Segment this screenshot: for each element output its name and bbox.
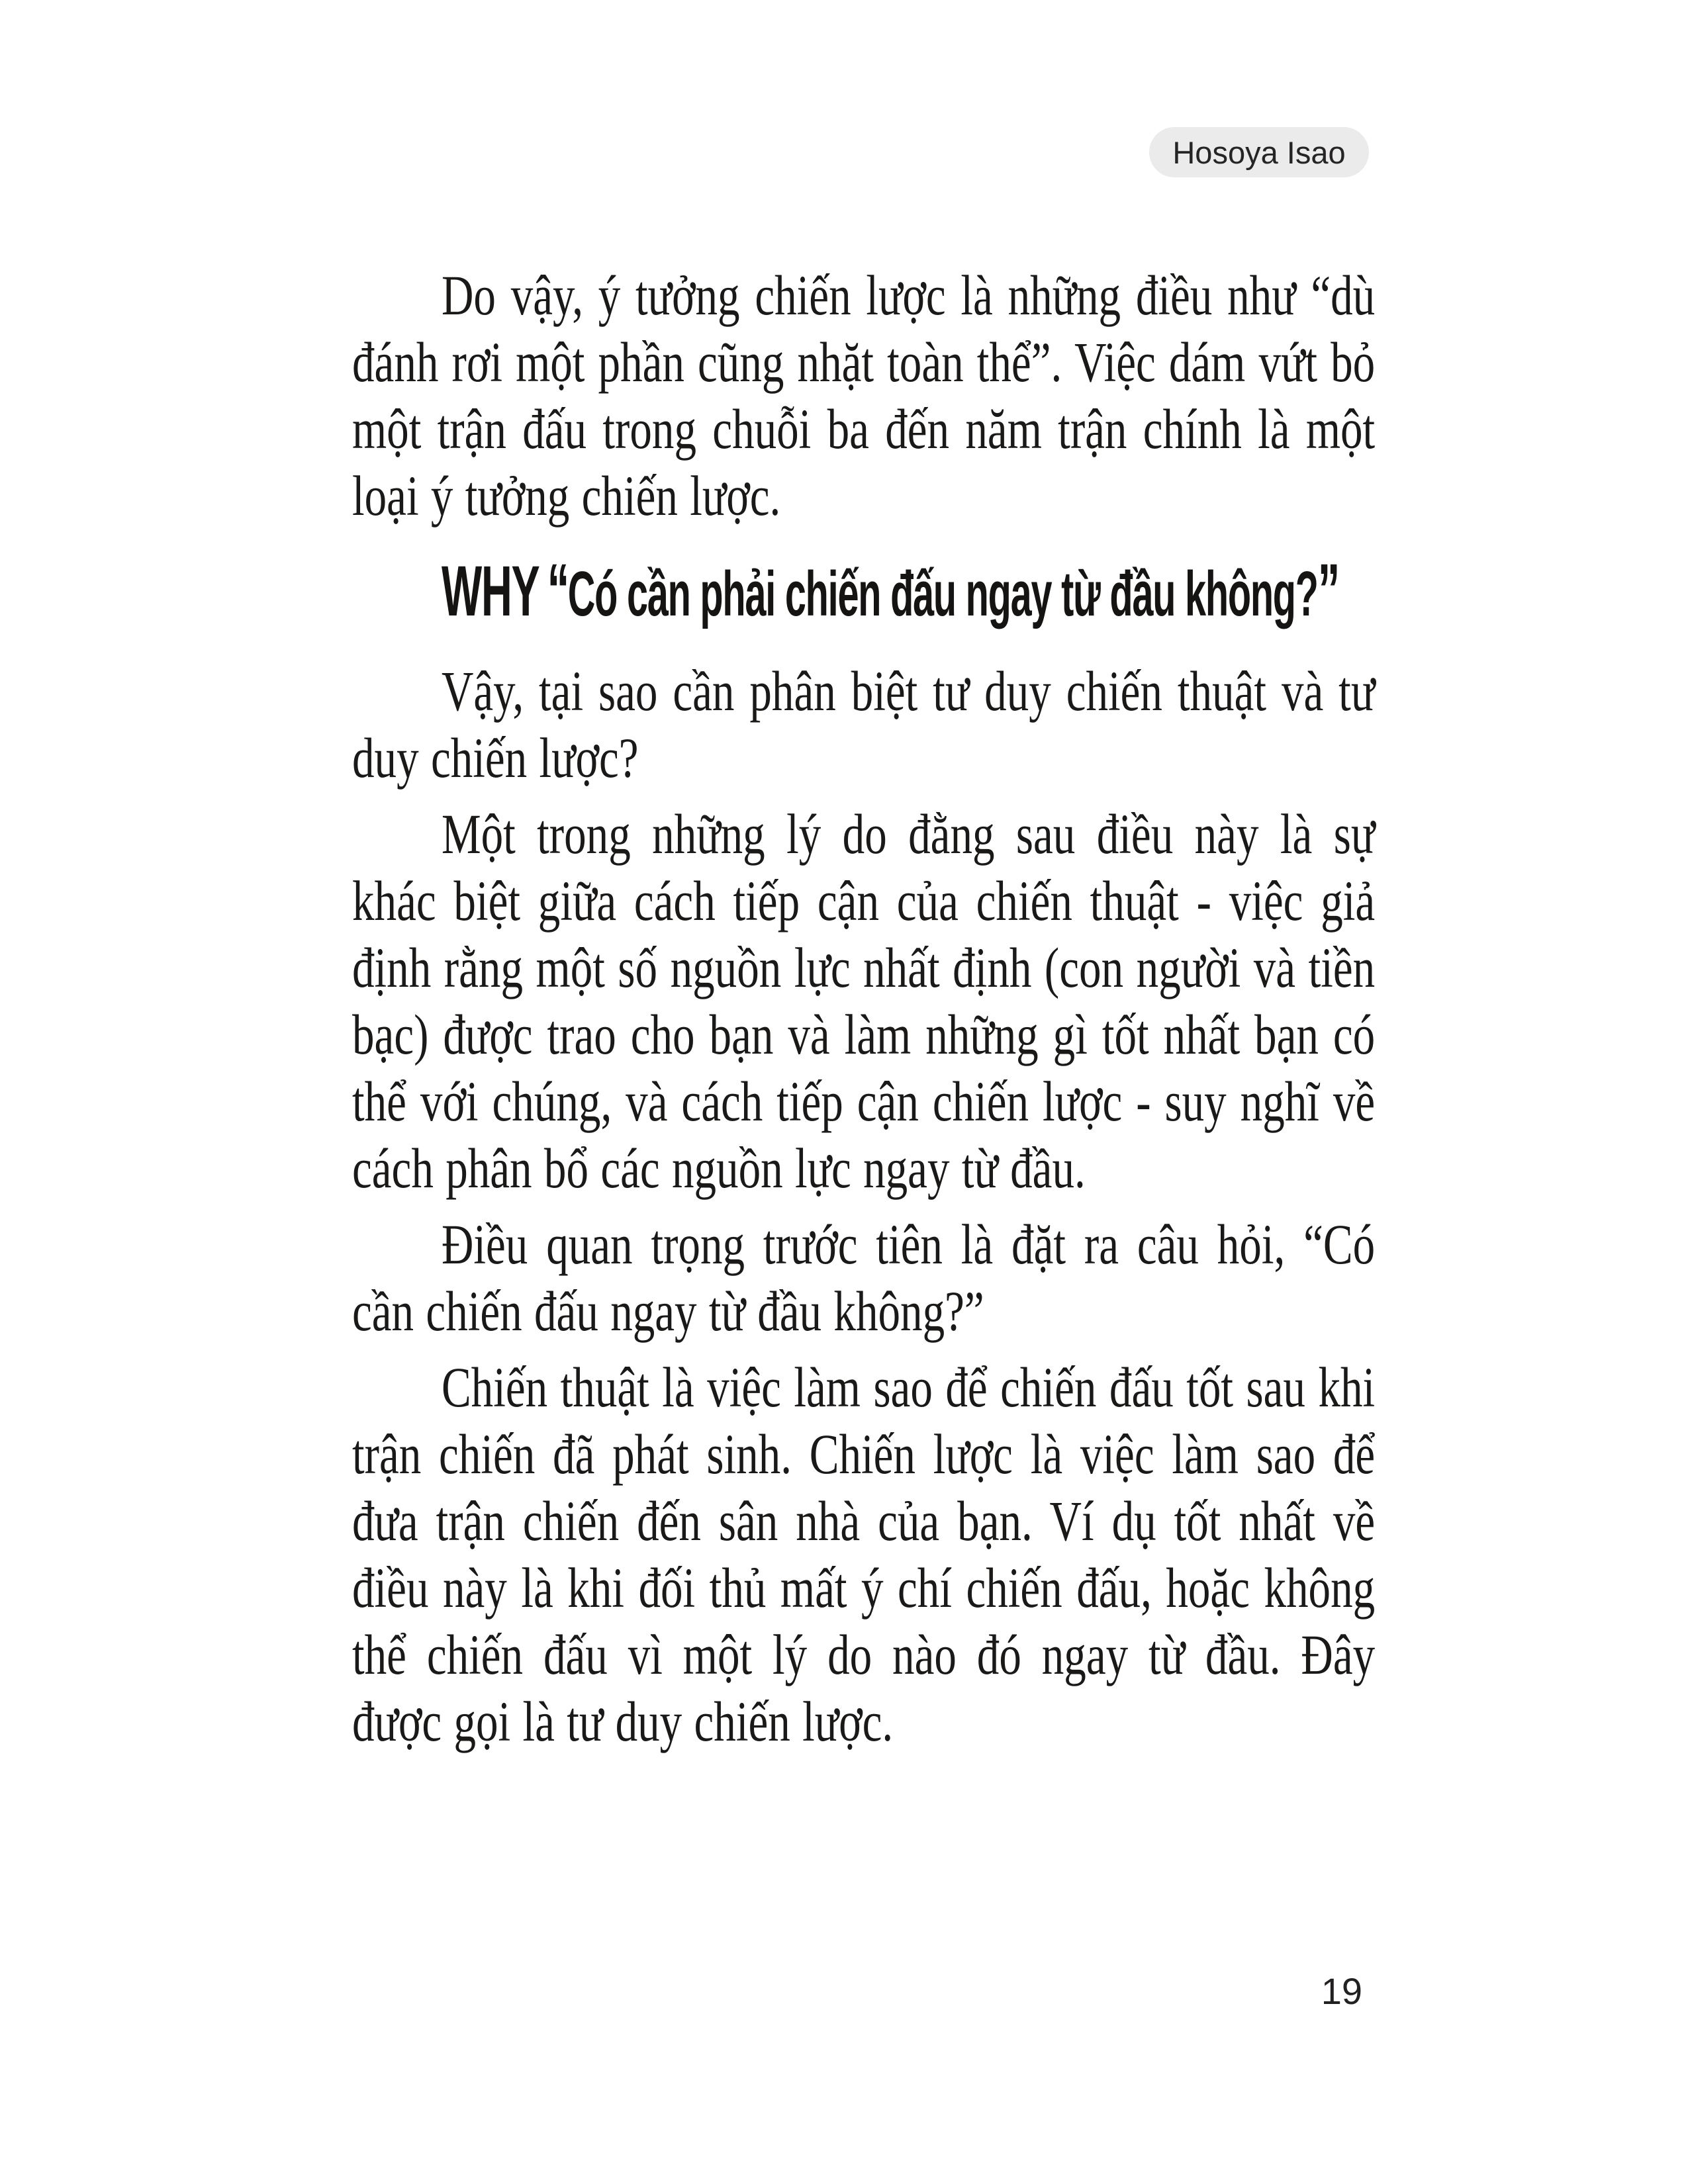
body-paragraph-5: Chiến thuật là việc làm sao để chiến đấu tốt sau khi trận chiến đã phát sinh. Chiến lược là việc làm sao để đưa trận chiến đến sân nhà của bạn. Ví dụ tốt nhất về điều này là khi đối thủ mất ý chí chiến đấu, hoặc không thể chiến đấu vì một lý do nào đó ngay từ đầu. Đây được gọi là tư duy chiến lược. — [352, 1355, 1376, 1753]
running-header: Hosoya Isao — [1149, 127, 1369, 177]
heading-open-quote: “ — [547, 549, 568, 631]
page-number: 19 — [1321, 1970, 1362, 2012]
heading-question-text: Có cần phải chiến đấu ngay từ đầu không? — [567, 559, 1318, 629]
body-paragraph-4: Điều quan trọng trước tiên là đặt ra câu hỏi, “Có cần chiến đấu ngay từ đầu không?” — [352, 1212, 1376, 1343]
page-content — [352, 262, 1669, 1764]
section-heading — [442, 549, 1338, 631]
body-paragraph-1: Do vậy, ý tưởng chiến lược là những điều như “dù đánh rơi một phần cũng nhặt toàn thể”. Việc dám vứt bỏ một trận đấu trong chuỗi ba đến năm trận chính là một loại ý tưởng chiến lược. — [352, 263, 1376, 527]
body-paragraph-3: Một trong những lý do đằng sau điều này là sự khác biệt giữa cách tiếp cận của chiến thuật - việc giả định rằng một số nguồn lực nhất định (con người và tiền bạc) được trao cho bạn và làm những gì tốt nhất bạn có thể với chúng, và cách tiếp cận chiến lược - suy nghĩ về cách phân bổ các nguồn lực ngay từ đầu. — [352, 802, 1376, 1200]
body-paragraph-2: Vậy, tại sao cần phân biệt tư duy chiến thuật và tư duy chiến lược? — [352, 659, 1376, 790]
heading-why-label: WHY — [442, 551, 539, 631]
heading-close-quote: ” — [1317, 549, 1338, 631]
